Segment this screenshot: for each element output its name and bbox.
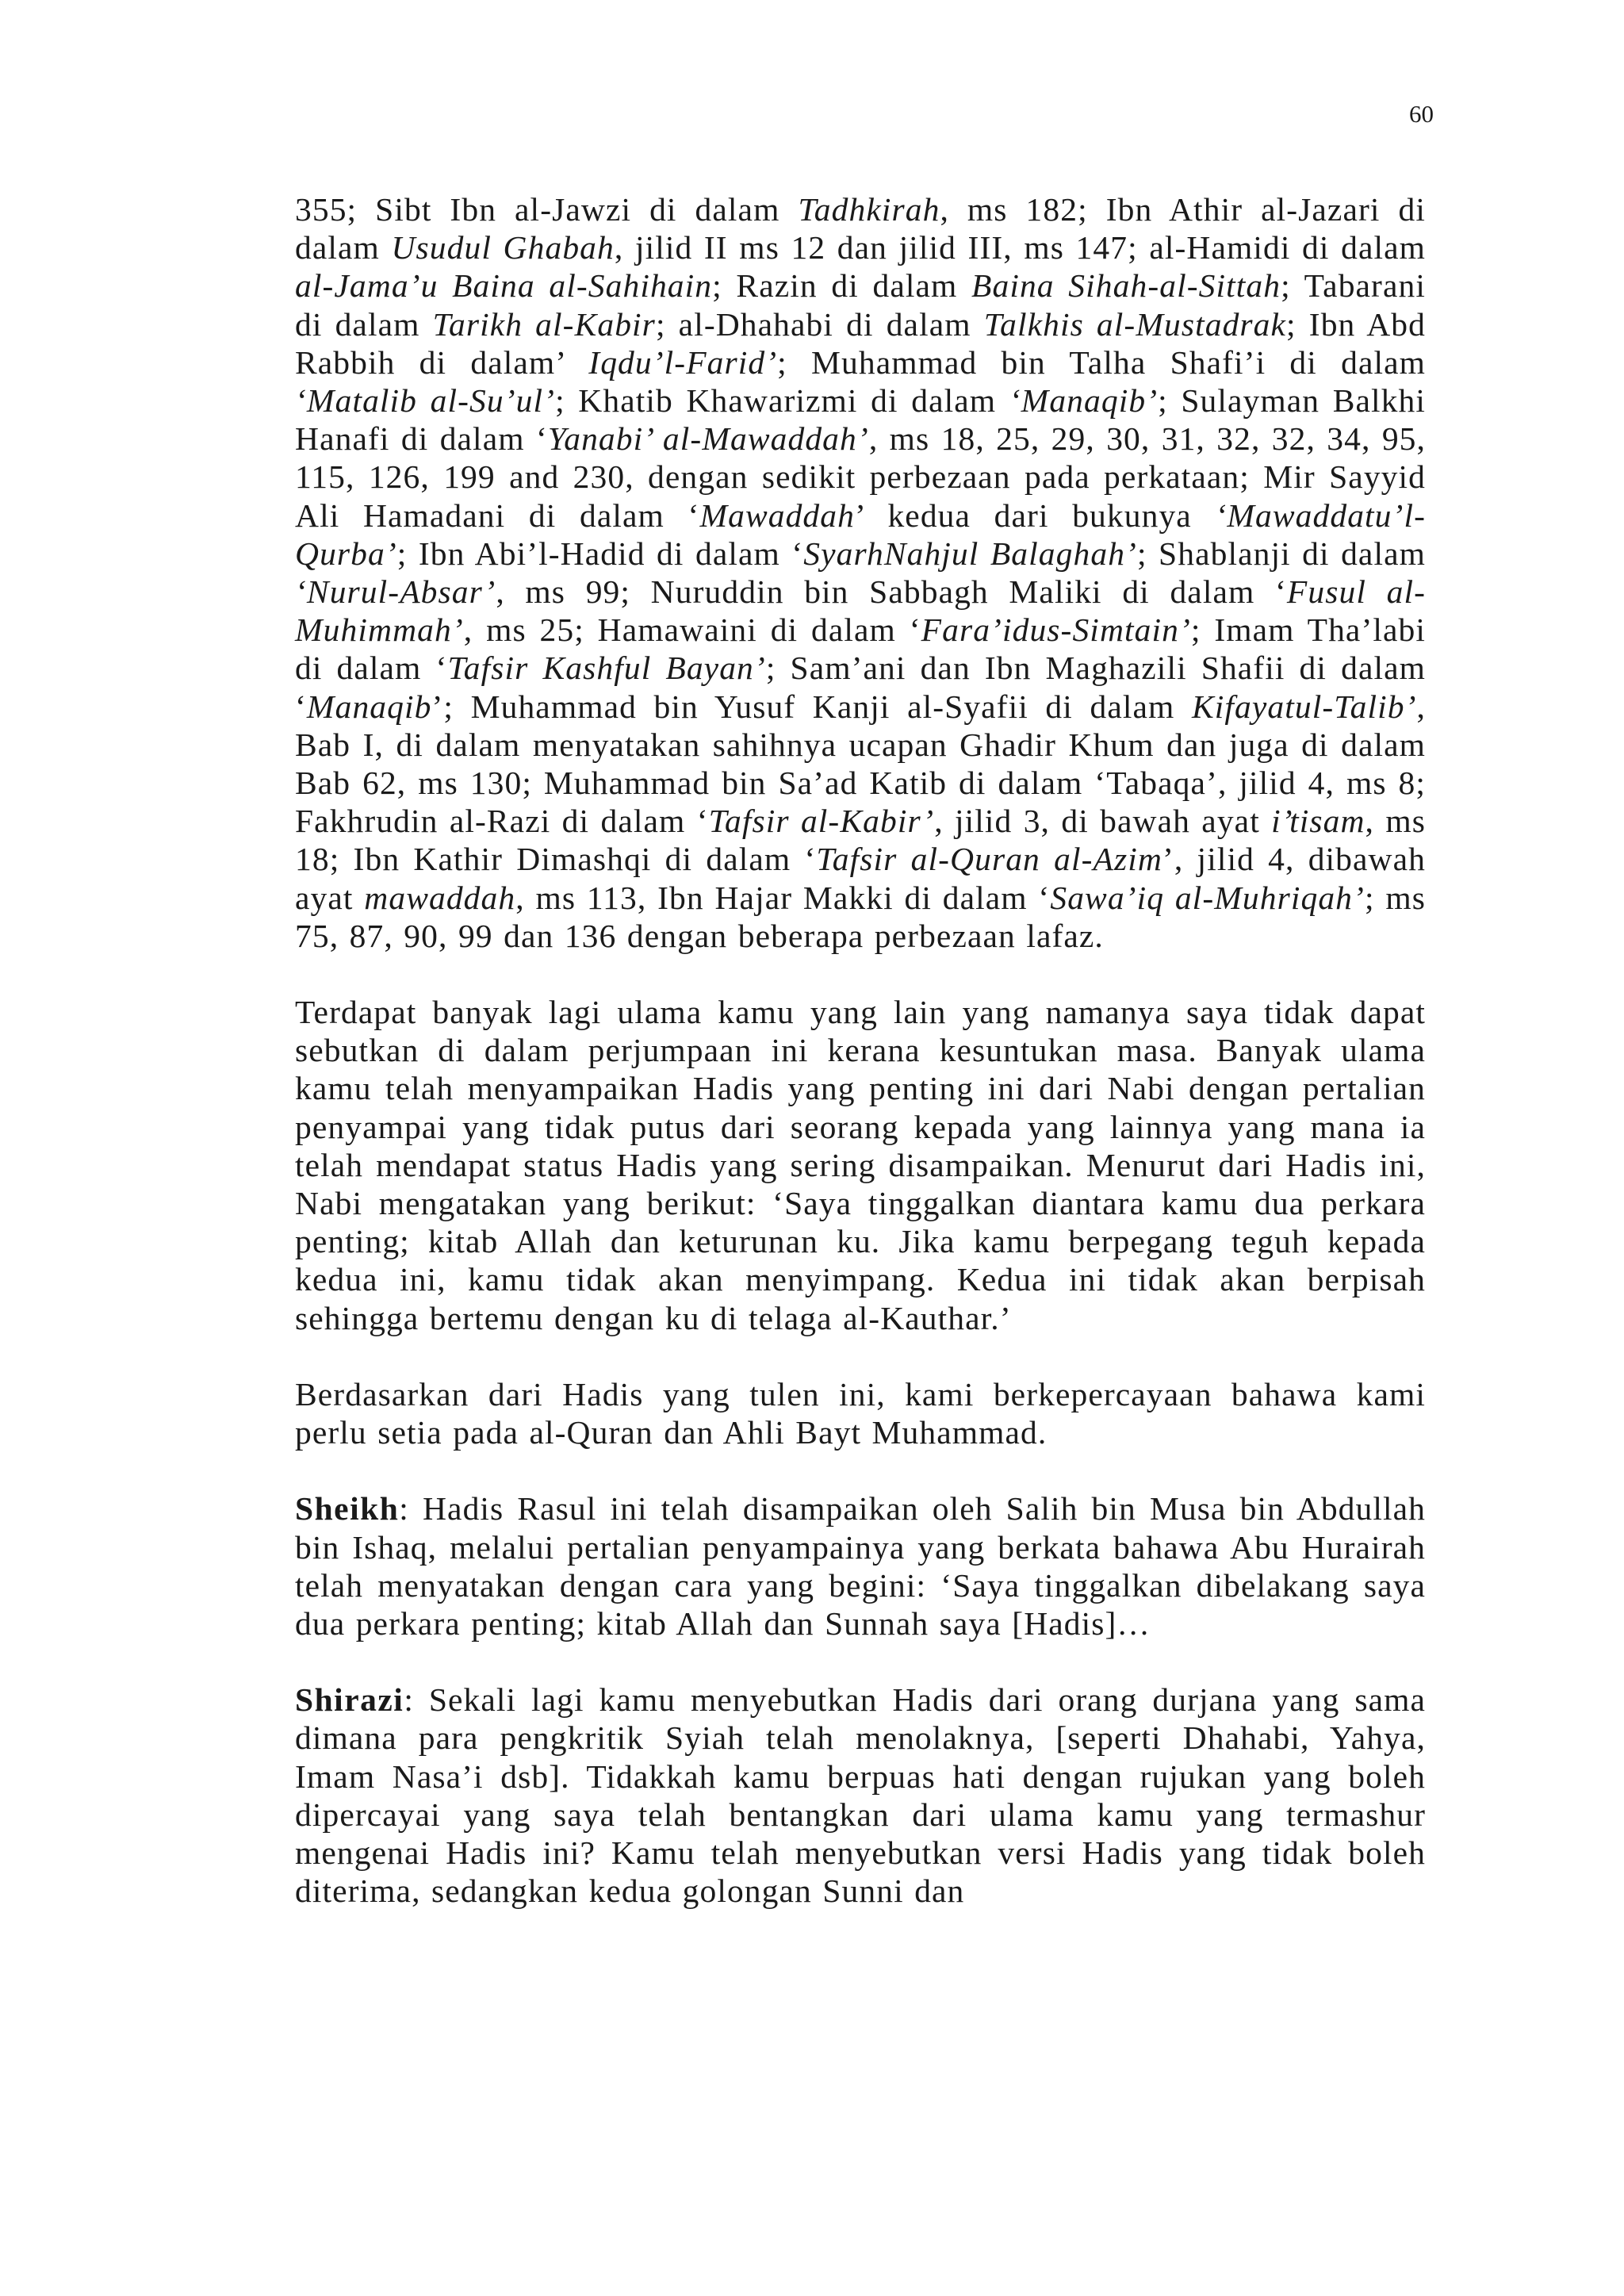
- references-paragraph: [295, 190, 1426, 955]
- text-run: ’ kedua dari bukunya: [855, 496, 1216, 534]
- book-title: Tafsir al-Kabir’: [708, 803, 935, 840]
- book-title: Talkhis al-Mustadrak: [983, 305, 1287, 343]
- text-run: ; Sulayman Balkhi Hanafi di dalam ‘: [295, 382, 1426, 458]
- book-title: Sawa’iq al-Muhriqah’: [1050, 879, 1365, 916]
- book-title: Tarikh al-Kabir: [432, 305, 656, 343]
- book-title: Baina Sihah-al-Sittah: [971, 267, 1281, 305]
- hadith-paragraph: Terdapat banyak lagi ulama kamu yang lain yang namanya saya tidak dapat sebutkan di dalam perjumpaan ini kerana kesuntukan masa. Banyak ulama kamu telah menyampaikan Hadis yang penting ini dari Nabi dengan pertalian penyampai yang tidak putus dari seorang kepada yang lainnya yang mana ia telah mendapat status Hadis yang sering disampaikan. Menurut dari Hadis ini, Nabi mengatakan yang berikut: ‘Saya tinggalkan diantara kamu dua perkara penting; kitab Allah dan keturunan ku. Jika kamu berpegang teguh kepada kedua ini, kamu tidak akan menyimpang. Kedua ini tidak akan berpisah sehingga bertemu dengan ku di telaga al-Kauthar.’: [295, 994, 1426, 1336]
- book-title: ‘Matalib al-Su’ul’: [295, 382, 556, 420]
- text-run: , jilid II ms 12 dan jilid III, ms 147; al-Hamidi di dalam: [614, 229, 1427, 266]
- book-title: Tafsir Kashful Bayan’: [447, 650, 766, 687]
- book-title: Yanabi’ al-Mawaddah’: [547, 420, 869, 458]
- book-title: al-Jama’u Baina al-Sahihain: [295, 267, 713, 305]
- text-run: ; Sam’ani dan Ibn Maghazili Shafii di dalam ‘: [295, 650, 1426, 725]
- text-run: ; ms 75, 87, 90, 99 dan 136 dengan beberapa perbezaan lafaz.: [295, 879, 1426, 954]
- text-run: ; Khatib Khawarizmi di dalam: [555, 382, 1009, 420]
- text-run: , ms 113, Ibn Hajar Makki di dalam ‘: [515, 879, 1051, 916]
- text-run: 355; Sibt Ibn al-Jawzi di dalam: [295, 191, 799, 228]
- belief-paragraph: Berdasarkan dari Hadis yang tulen ini, kami berkepercayaan bahawa kami perlu setia pada al-Quran dan Ahli Bayt Muhammad.: [295, 1375, 1426, 1451]
- text-run: , jilid 3, di bawah ayat: [934, 803, 1272, 840]
- book-title: ‘Nurul-Absar’: [295, 573, 496, 611]
- book-title: Fara’idus-Simtain’: [921, 611, 1191, 649]
- text-run: ; Imam Tha’labi di dalam ‘: [295, 611, 1426, 687]
- dialogue-text: : Hadis Rasul ini telah disampaikan oleh Salih bin Musa bin Abdullah bin Ishaq, melalui pertalian penyampainya yang berkata bahawa Abu Hurairah telah menyatakan dengan cara yang begini: ‘Saya tinggalkan dibelakang saya dua perkara penting; kitab Allah dan Sunnah saya [Hadis]…: [295, 1490, 1426, 1642]
- book-title: Fusul al-Muhimmah’: [295, 573, 1426, 649]
- book-title: Tafsir al-Quran al-Azim: [816, 841, 1162, 878]
- text-run: ’, jilid 4, dibawah ayat: [295, 841, 1426, 916]
- book-title: Iqdu’l-Farid’: [588, 343, 778, 381]
- speaker-name: Sheikh: [295, 1490, 400, 1527]
- sheikh-dialogue: [295, 1489, 1426, 1642]
- text-run: ’; Muhammad bin Yusuf Kanji al-Syafii di dalam: [431, 688, 1192, 725]
- page-number: 60: [1409, 100, 1434, 128]
- page-body: [295, 190, 1426, 1910]
- book-title: ‘Manaqib’: [1009, 382, 1159, 420]
- text-run: , ms 18, 25, 29, 30, 31, 32, 32, 34, 95, 115, 126, 199 and 230, dengan sedikit perbezaan pada perkataan; Mir Sayyid Ali Hamadani di dalam ‘: [295, 420, 1426, 534]
- text-run: ; Razin di dalam: [712, 267, 972, 305]
- text-run: , ms 99; Nuruddin bin Sabbagh Maliki di dalam ‘: [496, 573, 1287, 611]
- book-title: i’tisam: [1271, 803, 1365, 840]
- text-run: ; al-Dhahabi di dalam: [655, 305, 984, 343]
- text-run: ; Tabarani di dalam: [295, 267, 1426, 343]
- dialogue-text: : Sekali lagi kamu menyebutkan Hadis dari orang durjana yang sama dimana para pengkritik Syiah telah menolaknya, [seperti Dhahabi, Yahya, Imam Nasa’i dsb]. Tidakkah kamu berpuas hati dengan rujukan yang boleh dipercayai yang saya telah bentangkan dari ulama kamu yang termashur mengenai Hadis ini? Kamu telah menyebutkan versi Hadis yang tidak boleh diterima, sedangkan kedua golongan Sunni dan: [295, 1681, 1426, 1910]
- text-run: , Bab I, di dalam menyatakan sahihnya ucapan Ghadir Khum dan juga di dalam Bab 62, ms 130; Muhammad bin Sa’ad Katib di dalam ‘Tabaqa’, jilid 4, ms 8; Fakhrudin al-Razi di dalam ‘: [295, 688, 1426, 840]
- book-title: Usudul Ghabah: [391, 229, 615, 266]
- book-title: mawaddah: [364, 879, 516, 916]
- shirazi-dialogue: [295, 1681, 1426, 1910]
- book-title: SyarhNahjul Balaghah’: [803, 535, 1137, 572]
- text-run: ; Muhammad bin Talha Shafi’i di dalam: [777, 343, 1426, 381]
- book-title: Mawaddah: [699, 496, 855, 534]
- speaker-name: Shirazi: [295, 1681, 404, 1719]
- text-run: ; Ibn Abi’l-Hadid di dalam ‘: [396, 535, 804, 572]
- text-run: , ms 18; Ibn Kathir Dimashqi di dalam ‘: [295, 803, 1426, 878]
- book-title: Kifayatul-Talib’: [1191, 688, 1417, 725]
- book-title: ‘Mawaddatu’l-Qurba’: [295, 496, 1427, 572]
- book-title: Manaqib: [306, 688, 432, 725]
- text-run: , ms 182; Ibn Athir al-Jazari di dalam: [295, 191, 1426, 266]
- text-run: ; Ibn Abd Rabbih di dalam’: [295, 305, 1426, 381]
- text-run: , ms 25; Hamawaini di dalam ‘: [463, 611, 921, 649]
- book-title: Tadhkirah: [798, 191, 940, 228]
- text-run: ; Shablanji di dalam: [1136, 535, 1426, 572]
